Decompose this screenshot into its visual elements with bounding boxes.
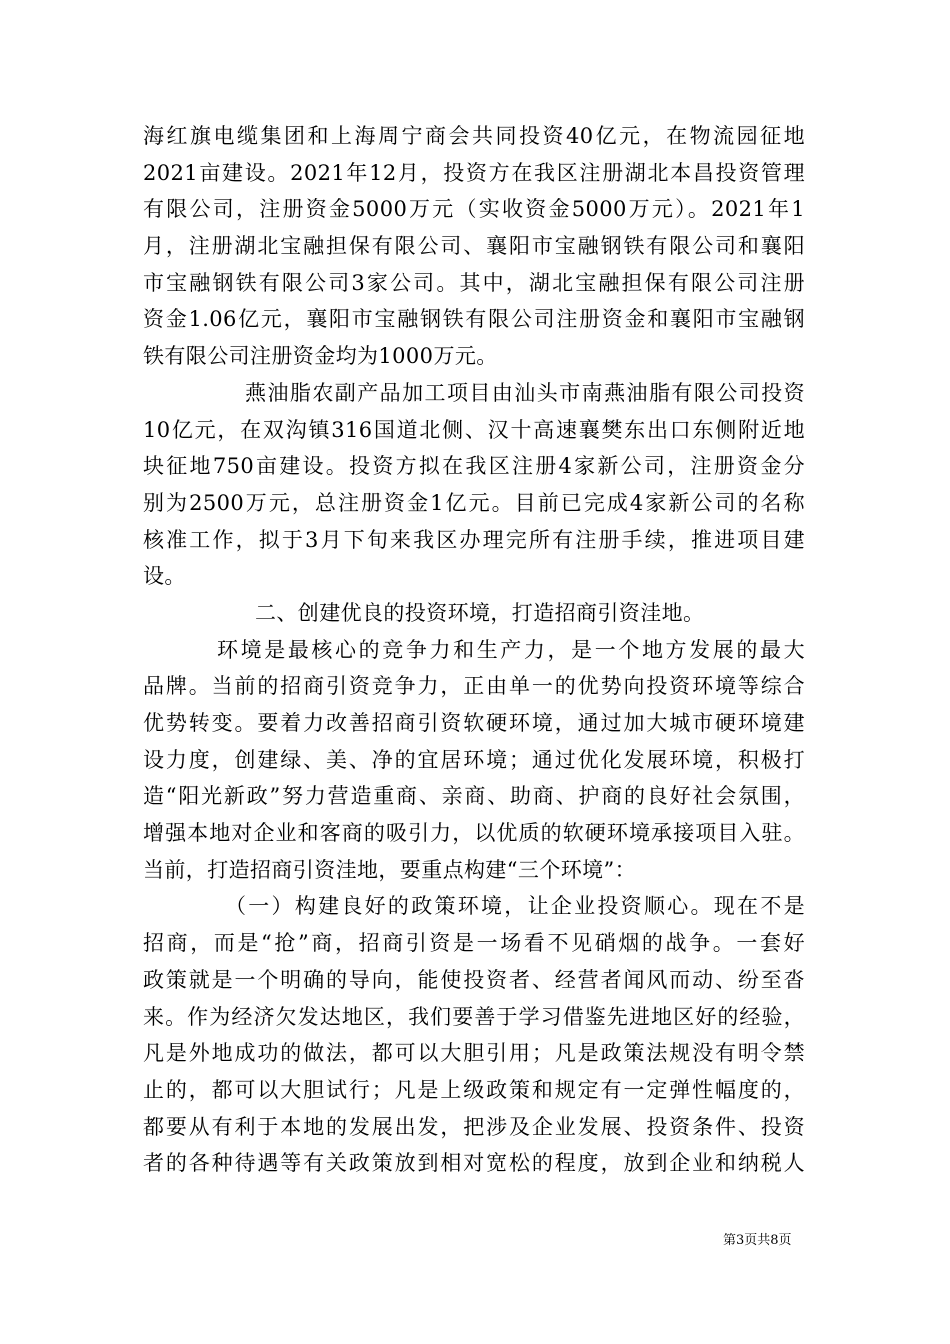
text-line: 招商，而是“抢”商，招商引资是一场看不见硝烟的战争。一套好	[143, 931, 805, 956]
text-line: 者的各种待遇等有关政策放到相对宽松的程度，放到企业和纳税人	[143, 1151, 805, 1176]
subsection-heading: （一）构建良好的政策环境，让企业投资顺心。现在不是	[225, 894, 805, 919]
document-body	[143, 118, 805, 1182]
text-line: 别为2500万元，总注册资金1亿元。目前已完成4家新公司的名称	[143, 490, 805, 515]
text-line: 块征地750亩建设。投资方拟在我区注册4家新公司，注册资金分	[143, 454, 805, 479]
text-line: 品牌。当前的招商引资竞争力，正由单一的优势向投资环境等综合	[143, 674, 805, 699]
text-line: 铁有限公司注册资金均为1000万元。	[143, 344, 498, 369]
text-line: 优势转变。要着力改善招商引资软硬环境，通过加大城市硬环境建	[143, 711, 805, 735]
text-line: 当前，打造招商引资洼地，要重点构建“三个环境”：	[143, 857, 637, 882]
text-line: 月，注册湖北宝融担保有限公司、襄阳市宝融钢铁有限公司和襄阳	[143, 234, 805, 259]
text-line: 有限公司，注册资金5000万元（实收资金5000万元）。2021年1	[143, 197, 805, 222]
text-line: 都要从有利于本地的发展出发，把涉及企业发展、投资条件、投资	[143, 1114, 805, 1139]
text-line: 设。	[143, 564, 186, 589]
page-number: 第3页共8页	[723, 1233, 792, 1248]
text-line: 设力度，创建绿、美、净的宜居环境；通过优化发展环境，积极打	[143, 747, 805, 772]
text-line: 造“阳光新政”努力营造重商、亲商、助商、护商的良好社会氛围，	[143, 784, 805, 809]
text-line: 政策就是一个明确的导向，能使投资者、经营者闻风而动、纷至沓	[143, 967, 805, 992]
text-line: 2021亩建设。2021年12月，投资方在我区注册湖北本昌投资管理	[143, 160, 805, 185]
text-line: 止的，都可以大胆试行；凡是上级政策和规定有一定弹性幅度的，	[143, 1077, 805, 1102]
text-line: 资金1.06亿元，襄阳市宝融钢铁有限公司注册资金和襄阳市宝融钢	[143, 307, 805, 332]
paragraph-first-line: 燕油脂农副产品加工项目由汕头市南燕油脂有限公司投资	[245, 380, 805, 405]
text-line: 海红旗电缆集团和上海周宁商会共同投资40亿元，在物流园征地	[143, 124, 805, 148]
paragraph-first-line: 环境是最核心的竞争力和生产力，是一个地方发展的最大	[217, 637, 805, 662]
text-line: 10亿元，在双沟镇316国道北侧、汉十高速襄樊东出口东侧附近地	[143, 417, 805, 442]
text-line: 市宝融钢铁有限公司3家公司。其中，湖北宝融担保有限公司注册	[143, 270, 805, 295]
section-heading: 二、创建优良的投资环境，打造招商引资洼地。	[255, 600, 705, 625]
text-line: 来。作为经济欠发达地区，我们要善于学习借鉴先进地区好的经验，	[143, 1004, 805, 1029]
text-line: 凡是外地成功的做法，都可以大胆引用；凡是政策法规没有明令禁	[143, 1041, 805, 1066]
text-line: 增强本地对企业和客商的吸引力，以优质的软硬环境承接项目入驻。	[143, 821, 805, 846]
text-line: 核准工作，拟于3月下旬来我区办理完所有注册手续，推进项目建	[143, 527, 805, 552]
